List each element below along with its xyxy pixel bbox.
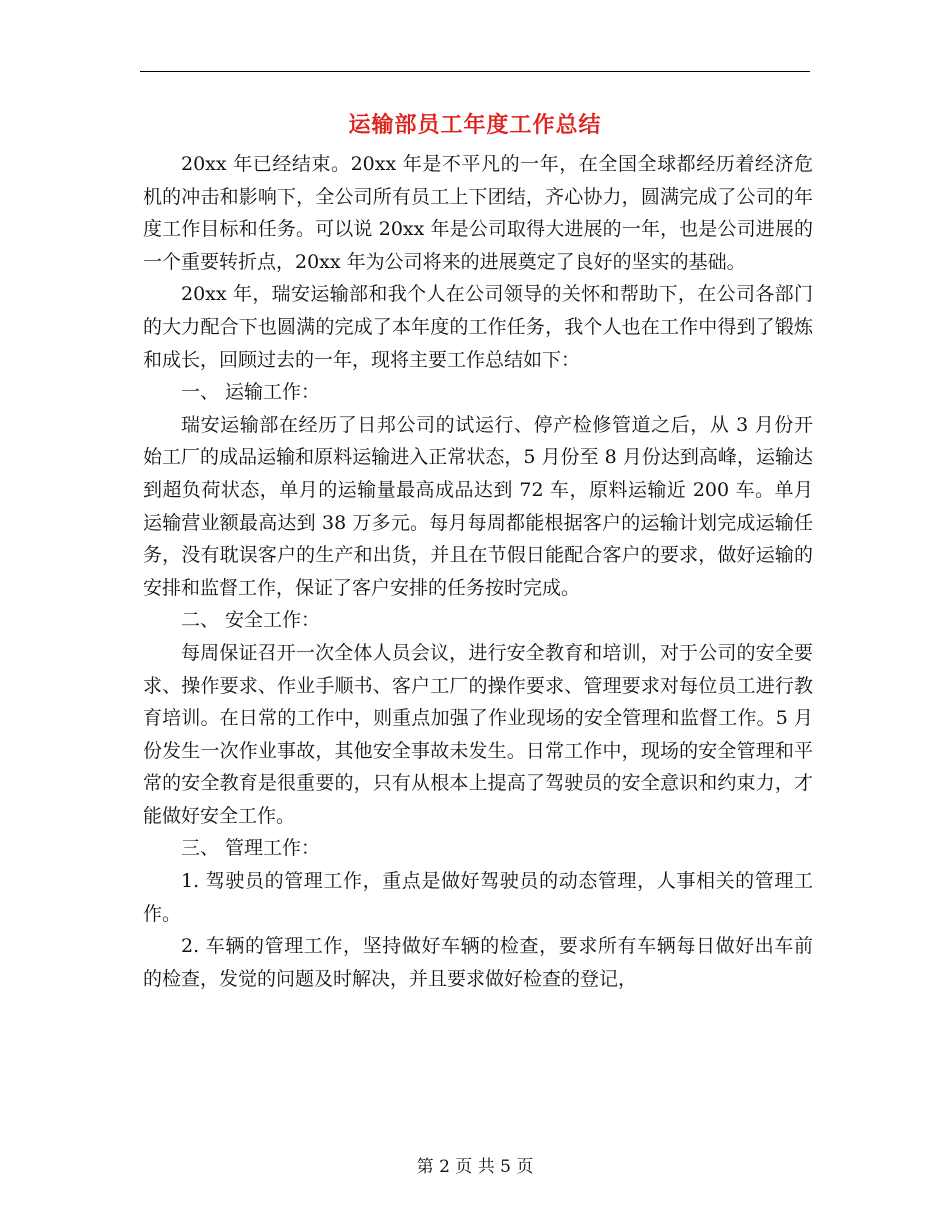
paragraph-driver-management: 1. 驾驶员的管理工作，重点是做好驾驶员的动态管理，人事相关的管理工作。	[143, 870, 813, 925]
section-heading-transport: 一、 运输工作：	[181, 381, 321, 404]
section-heading-management: 三、 管理工作：	[181, 837, 321, 860]
paragraph-safety: 每周保证召开一次全体人员会议，进行安全教育和培训，对于公司的安全要求、操作要求、作业手顺书、客户工厂的操作要求、管理要求对每位员工进行教育培训。在日常的工作中，则重点加强了作业现场的安全管理和监督工作。5 月份发生一次作业事故，其他安全事故未发生。日常工作中，现场的安全管理和平常的安全教育是很重要的，只有从根本上提高了驾驶员的安全意识和约束力，才能做好安全工作。	[143, 641, 813, 827]
paragraph-overview: 20xx 年，瑞安运输部和我个人在公司领导的关怀和帮助下，在公司各部门的大力配合下也圆满的完成了本年度的工作任务，我个人也在工作中得到了锻炼和成长，回顾过去的一年，现将主要工作总结如下：	[143, 283, 813, 371]
paragraph-vehicle-management: 2. 车辆的管理工作，坚持做好车辆的检查，要求所有车辆每日做好出车前的检查，发觉的问题及时解决，并且要求做好检查的登记，	[143, 935, 813, 990]
paragraph-transport: 瑞安运输部在经历了日邦公司的试运行、停产检修管道之后，从 3 月份开始工厂的成品运输和原料运输进入正常状态，5 月份至 8 月份达到高峰，运输达到超负荷状态，单月的运输量最高成品达到 72 车，原料运输近 200 车。单月运输营业额最高达到 38 万多元。每月每周都能根据客户的运输计划完成运输任务，没有耽误客户的生产和出货，并且在节假日能配合客户的要求，做好运输的安排和监督工作，保证了客户安排的任务按时完成。	[143, 413, 813, 599]
paragraph-intro: 20xx 年已经结束。20xx 年是不平凡的一年，在全国全球都经历着经济危机的冲击和影响下，全公司所有员工上下团结，齐心协力，圆满完成了公司的年度工作目标和任务。可以说 20xx 年是公司取得大进展的一年，也是公司进展的一个重要转折点，20xx 年为公司将来的进展奠定了良好的坚实的基础。	[143, 153, 813, 273]
document-title: 运输部员工年度工作总结	[348, 112, 602, 138]
document-body	[143, 148, 813, 995]
page-number-footer: 第 2 页 共 5 页	[416, 1157, 534, 1177]
header-rule	[140, 71, 810, 72]
section-heading-safety: 二、 安全工作：	[181, 609, 321, 632]
